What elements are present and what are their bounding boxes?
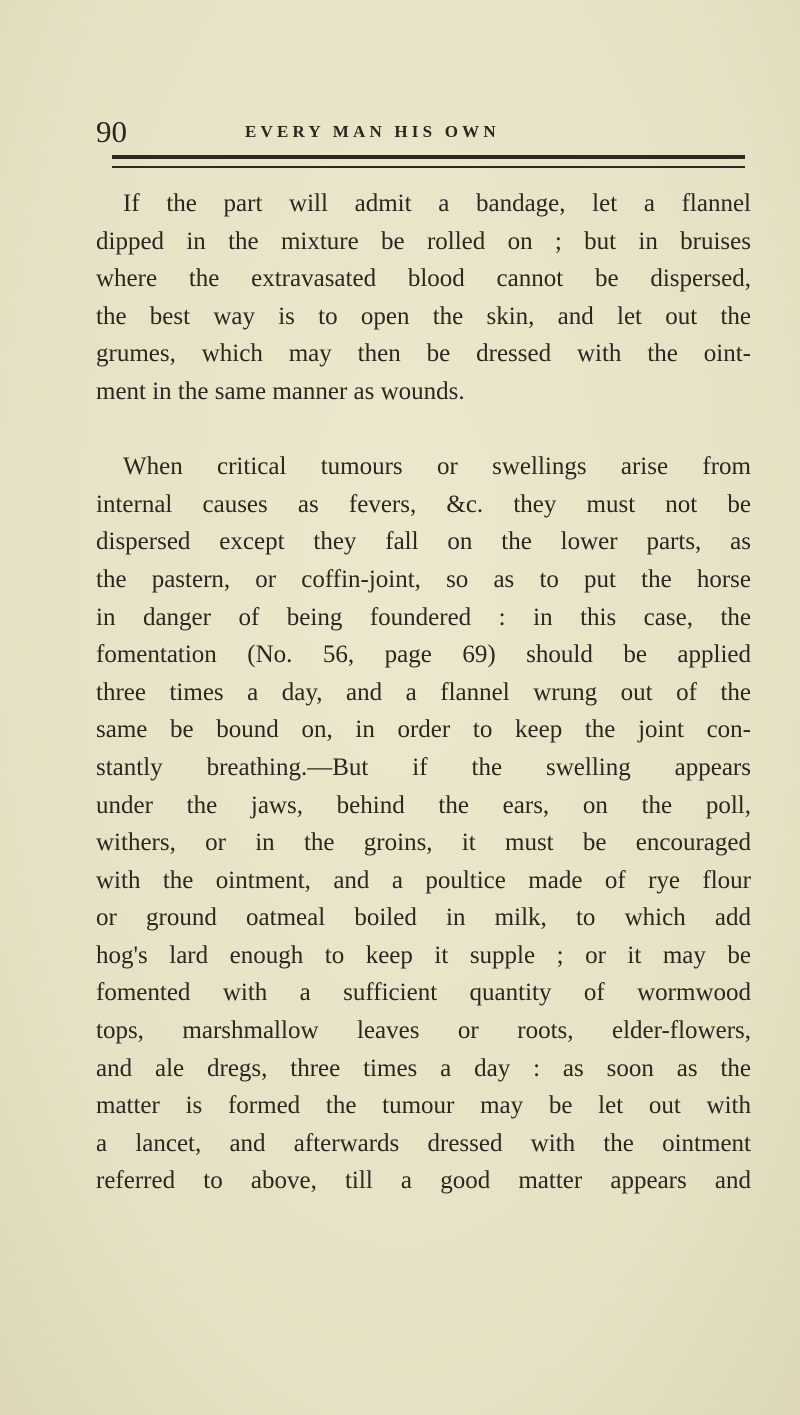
text-line: matter is formed the tumour may be let out with (96, 1092, 751, 1120)
text-line: hog's lard enough to keep it supple ; or it may be (96, 941, 751, 969)
text-line: with the ointment, and a poultice made of rye flour (96, 866, 751, 894)
text-line: same be bound on, in order to keep the joint con- (96, 716, 751, 744)
page-number: 90 (96, 114, 127, 149)
text-line: and ale dregs, three times a day : as soon as the (96, 1054, 751, 1082)
text-line: grumes, which may then be dressed with the oint- (96, 340, 751, 368)
text-line: a lancet, and afterwards dressed with the ointment (96, 1129, 751, 1157)
text-line: three times a day, and a flannel wrung out of the (96, 678, 751, 706)
text-line: referred to above, till a good matter appears and (96, 1167, 751, 1195)
text-line: If the part will admit a bandage, let a flannel (123, 190, 751, 217)
text-line: withers, or in the groins, it must be encouraged (96, 829, 751, 857)
body-text (96, 185, 751, 1200)
header-rule-thick (112, 155, 745, 159)
text-line: tops, marshmallow leaves or roots, elder-flowers, (96, 1017, 751, 1045)
page-header (96, 116, 741, 156)
text-line: under the jaws, behind the ears, on the poll, (96, 791, 751, 819)
paragraph-2 (96, 448, 751, 1200)
text-line: fomented with a sufficient quantity of wormwood (96, 979, 751, 1007)
header-rule-thin (112, 166, 745, 168)
text-line: or ground oatmeal boiled in milk, to which add (96, 904, 751, 932)
paragraph-1 (96, 185, 751, 411)
text-line: ment in the same manner as wounds. (96, 377, 465, 405)
text-line: fomentation (No. 56, page 69) should be applied (96, 641, 751, 669)
text-line: dispersed except they fall on the lower parts, as (96, 528, 751, 556)
text-line: dipped in the mixture be rolled on ; but in bruises (96, 227, 751, 255)
text-line: the best way is to open the skin, and let out the (96, 302, 751, 330)
running-head: EVERY MAN HIS OWN (245, 122, 500, 141)
paragraph-gap (96, 411, 751, 449)
text-line: in danger of being foundered : in this case, the (96, 603, 751, 631)
text-line: stantly breathing.—But if the swelling appears (96, 753, 751, 781)
text-line: When critical tumours or swellings arise from (123, 453, 751, 481)
text-line: internal causes as fevers, &c. they must not be (96, 490, 751, 518)
text-line: the pastern, or coffin-joint, so as to put the horse (96, 565, 751, 593)
text-line: where the extravasated blood cannot be dispersed, (96, 265, 751, 293)
